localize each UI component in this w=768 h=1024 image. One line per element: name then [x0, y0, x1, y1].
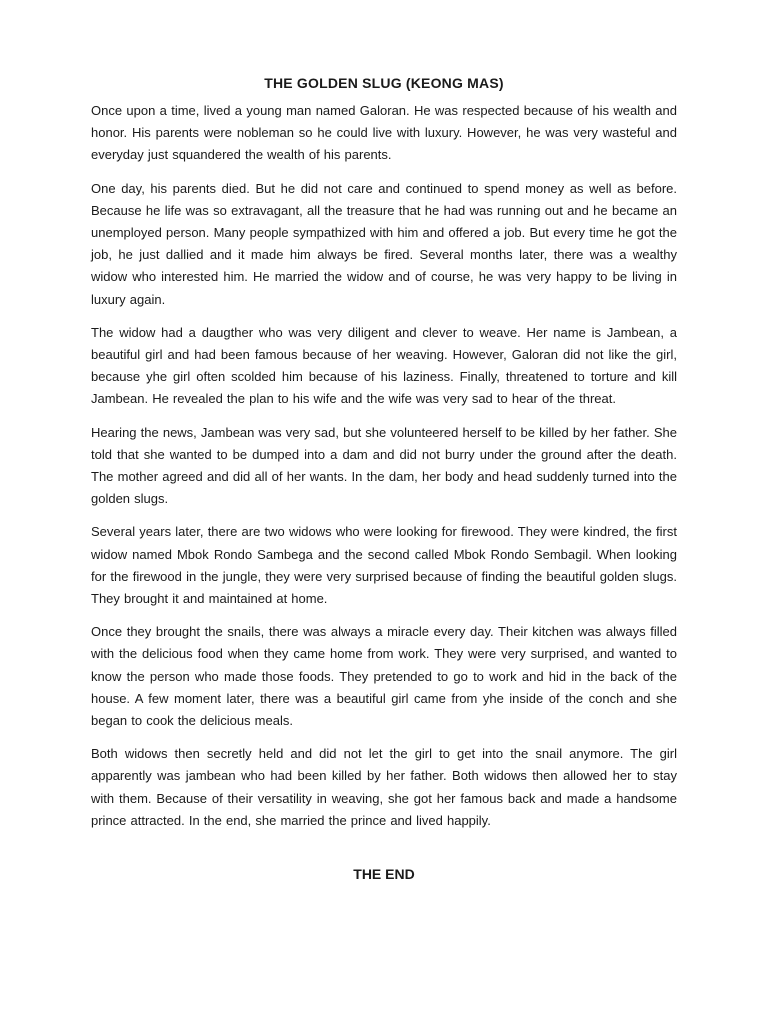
- paragraph-2: One day, his parents died. But he did not care and continued to spend money as well as before. Because he life was so extravagant, all the treasure that he had was running out and he became an unemployed person. Many people sympathized with him and offered a job. But every time he got the job, he just dallied and it made him always be fired. Several months later, there was a wealthy widow who interested him. He married the widow and of course, he was very happy to be living in luxury again.: [91, 180, 677, 307]
- document-title: THE GOLDEN SLUG (KEONG MAS): [264, 75, 504, 91]
- paragraph-7: Both widows then secretly held and did not let the girl to get into the snail anymore. The girl apparently was jambean who had been killed by her father. Both widows then allowed her to stay with them. Because of their versatility in weaving, she got her famous back and made a handsome prince attracted. In the end, she married the prince and lived happily.: [91, 746, 677, 828]
- paragraph-3: The widow had a daugther who was very diligent and clever to weave. Her name is Jambean, a beautiful girl and had been famous because of her weaving. However, Galoran did not like the girl, because yhe girl often scolded him because of his laziness. Finally, threatened to torture and kill Jambean. He revealed the plan to his wife and the wife was very sad to hear of the threat.: [91, 324, 677, 407]
- paragraph-4: Hearing the news, Jambean was very sad, but she volunteered herself to be killed by her father. She told that she wanted to be dumped into a dam and did not burry under the ground after the death. The mother agreed and did all of her wants. In the dam, her body and head suddenly turned into the golden slugs.: [91, 424, 677, 507]
- paragraph-5: Several years later, there are two widows who were looking for firewood. They were kindred, the first widow named Mbok Rondo Sambega and the second called Mbok Rondo Sembagil. When looking for the firewood in the jungle, they were very surprised because of finding the beautiful golden slugs. They brought it and maintained at home.: [91, 524, 677, 607]
- story-body: [91, 100, 677, 843]
- paragraph-6: Once they brought the snails, there was always a miracle every day. Their kitchen was always filled with the delicious food when they came home from work. They were very surprised, and wanted to know the person who made those foods. They pretended to go to work and hid in the back of the house. A few moment later, there was a beautiful girl came from yhe inside of the conch and she began to cook the delicious meals.: [91, 624, 677, 729]
- closing-text: THE END: [353, 866, 415, 882]
- paragraph-1: Once upon a time, lived a young man named Galoran. He was respected because of his wealth and honor. His parents were nobleman so he could live with luxury. However, he was very wasteful and everyday just squandered the wealth of his parents.: [91, 103, 677, 163]
